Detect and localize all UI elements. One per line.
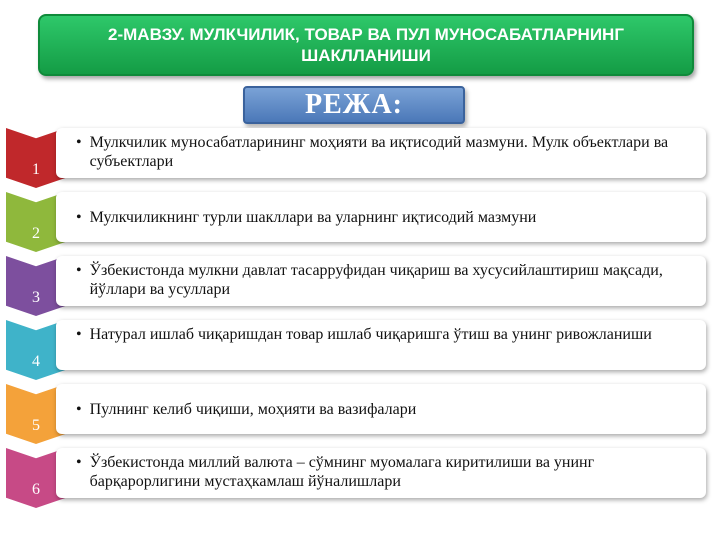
item-text-5: Пулнинг келиб чиқиши, моҳияти ва вазифалари	[89, 400, 417, 418]
item-text-2: Мулкчиликнинг турли шакллари ва уларнинг иқтисодий мазмуни	[89, 208, 537, 226]
item-box-2	[56, 192, 706, 242]
title-banner	[38, 14, 694, 76]
bullet-icon: •	[76, 262, 82, 279]
item-number-2: 2	[32, 225, 40, 242]
bullet-icon: •	[76, 454, 82, 471]
slide-subtitle: РЕЖА:	[304, 89, 403, 120]
bullet-icon: •	[76, 208, 82, 226]
plan-item-5	[6, 384, 708, 444]
item-text-6: Ўзбекистонда миллий валюта – сўмнинг муомалага киритилиши ва унинг барқарорлигини мустаҳкамлаш йўналишлари	[89, 454, 595, 490]
plan-item-4	[6, 320, 708, 380]
item-number-5: 5	[32, 417, 40, 434]
item-text-3: Ўзбекистонда мулкни давлат тасарруфидан чиқариш ва хусусийлаштириш мақсади, йўллари ва усуллари	[89, 262, 663, 298]
item-box-4	[56, 320, 706, 370]
item-box-1	[56, 128, 706, 178]
item-box-5	[56, 384, 706, 434]
bullet-icon: •	[76, 400, 82, 418]
subtitle-box	[243, 86, 465, 124]
item-number-4: 4	[32, 353, 40, 370]
bullet-icon: •	[76, 134, 82, 151]
plan-item-3	[6, 256, 708, 316]
plan-item-1	[6, 128, 708, 188]
item-text-4: Натурал ишлаб чиқаришдан товар ишлаб чиқаришга ўтиш ва унинг ривожланиши	[89, 326, 652, 343]
item-box-6	[56, 448, 706, 498]
bullet-icon: •	[76, 326, 82, 343]
plan-item-6	[6, 448, 708, 508]
item-number-3: 3	[32, 289, 40, 306]
item-number-6: 6	[32, 481, 40, 498]
slide-title: 2-МАВЗУ. МУЛКЧИЛИК, ТОВАР ВА ПУЛ МУНОСАБАТЛАРНИНГ ШАКЛЛАНИШИ	[108, 25, 624, 65]
item-box-3	[56, 256, 706, 306]
item-text-1: Мулкчилик муносабатларининг моҳияти ва иқтисодий мазмуни. Мулк объектлари ва субъектлари	[89, 134, 669, 170]
item-number-1: 1	[32, 161, 40, 178]
plan-item-2	[6, 192, 708, 252]
